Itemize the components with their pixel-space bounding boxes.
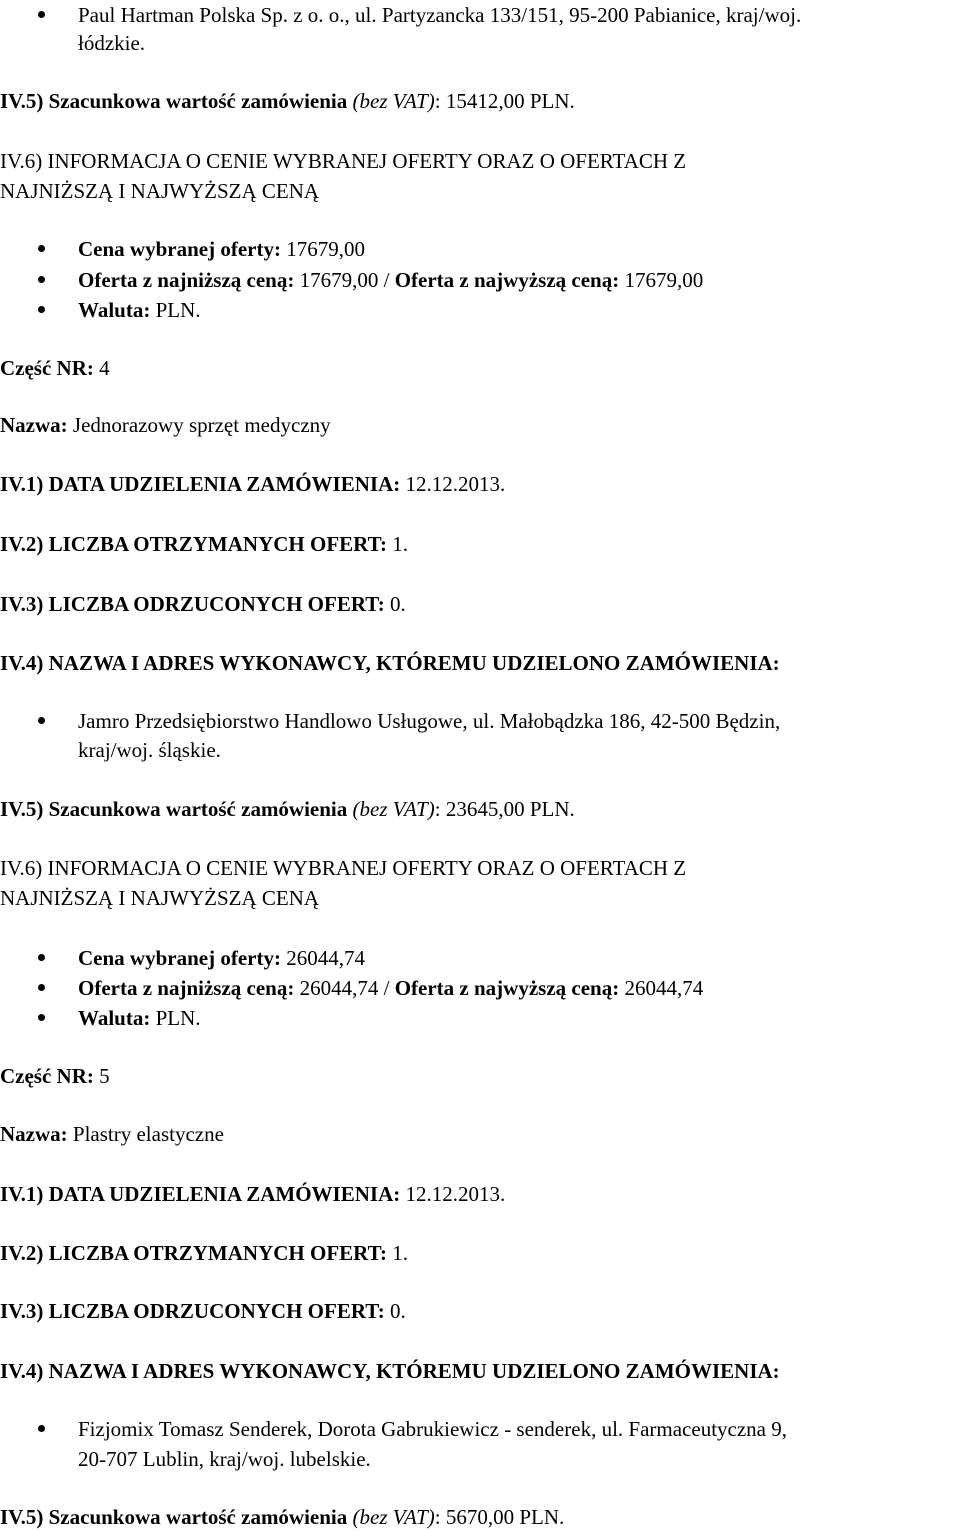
bullet-icon: [38, 276, 45, 283]
award-date: IV.1) DATA UDZIELENIA ZAMÓWIENIA: 12.12.2013.: [0, 1182, 506, 1206]
contractor-line: Jamro Przedsiębiorstwo Handlowo Usługowe, ul. Małobądzka 186, 42-500 Będzin,: [78, 709, 781, 733]
award-date: IV.1) DATA UDZIELENIA ZAMÓWIENIA: 12.12.2013.: [0, 472, 506, 496]
currency: Waluta: PLN.: [78, 298, 201, 322]
contractor-line: 20-707 Lublin, kraj/woj. lubelskie.: [78, 1447, 371, 1471]
selected-offer-price: Cena wybranej oferty: 26044,74: [78, 946, 365, 970]
bullet-icon: [38, 11, 45, 18]
contractor-heading: IV.4) NAZWA I ADRES WYKONAWCY, KTÓREMU UDZIELONO ZAMÓWIENIA:: [0, 1359, 780, 1383]
contractor-heading: IV.4) NAZWA I ADRES WYKONAWCY, KTÓREMU UDZIELONO ZAMÓWIENIA:: [0, 651, 780, 675]
estimated-value: IV.5) Szacunkowa wartość zamówienia (bez VAT): 5670,00 PLN.: [0, 1505, 565, 1529]
price-info-heading: IV.6) INFORMACJA O CENIE WYBRANEJ OFERTY ORAZ O OFERTACH Z: [0, 149, 687, 173]
offers-rejected: IV.3) LICZBA ODRZUCONYCH OFERT: 0.: [0, 1299, 406, 1323]
part-name: Nazwa: Jednorazowy sprzęt medyczny: [0, 413, 331, 437]
bullet-icon: [38, 717, 45, 724]
bullet-icon: [38, 306, 45, 313]
part-number: Część NR: 5: [0, 1064, 110, 1088]
bullet-icon: [38, 984, 45, 991]
part-name: Nazwa: Plastry elastyczne: [0, 1122, 224, 1146]
bullet-icon: [38, 1014, 45, 1021]
bullet-icon: [38, 954, 45, 961]
bullet-icon: [38, 245, 45, 252]
contractor-line: Fizjomix Tomasz Senderek, Dorota Gabrukiewicz - senderek, ul. Farmaceutyczna 9,: [78, 1417, 787, 1441]
price-info-heading: NAJNIŻSZĄ I NAJWYŻSZĄ CENĄ: [0, 179, 320, 203]
contractor-line: łódzkie.: [78, 31, 146, 55]
contractor-line: kraj/woj. śląskie.: [78, 738, 221, 762]
price-info-heading: NAJNIŻSZĄ I NAJWYŻSZĄ CENĄ: [0, 886, 320, 910]
bullet-icon: [38, 1425, 45, 1432]
selected-offer-price: Cena wybranej oferty: 17679,00: [78, 237, 365, 261]
contractor-line: Paul Hartman Polska Sp. z o. o., ul. Partyzancka 133/151, 95-200 Pabianice, kraj/woj.: [78, 3, 802, 27]
offers-received: IV.2) LICZBA OTRZYMANYCH OFERT: 1.: [0, 532, 409, 556]
lowest-highest-price: Oferta z najniższą ceną: 17679,00 / Oferta z najwyższą ceną: 17679,00: [78, 268, 704, 292]
price-info-heading: IV.6) INFORMACJA O CENIE WYBRANEJ OFERTY ORAZ O OFERTACH Z: [0, 856, 687, 880]
estimated-value: IV.5) Szacunkowa wartość zamówienia (bez VAT): 23645,00 PLN.: [0, 797, 575, 821]
offers-received: IV.2) LICZBA OTRZYMANYCH OFERT: 1.: [0, 1241, 409, 1265]
currency: Waluta: PLN.: [78, 1006, 201, 1030]
lowest-highest-price: Oferta z najniższą ceną: 26044,74 / Oferta z najwyższą ceną: 26044,74: [78, 976, 704, 1000]
part-number: Część NR: 4: [0, 356, 110, 380]
offers-rejected: IV.3) LICZBA ODRZUCONYCH OFERT: 0.: [0, 592, 406, 616]
estimated-value: IV.5) Szacunkowa wartość zamówienia (bez VAT): 15412,00 PLN.: [0, 89, 575, 113]
